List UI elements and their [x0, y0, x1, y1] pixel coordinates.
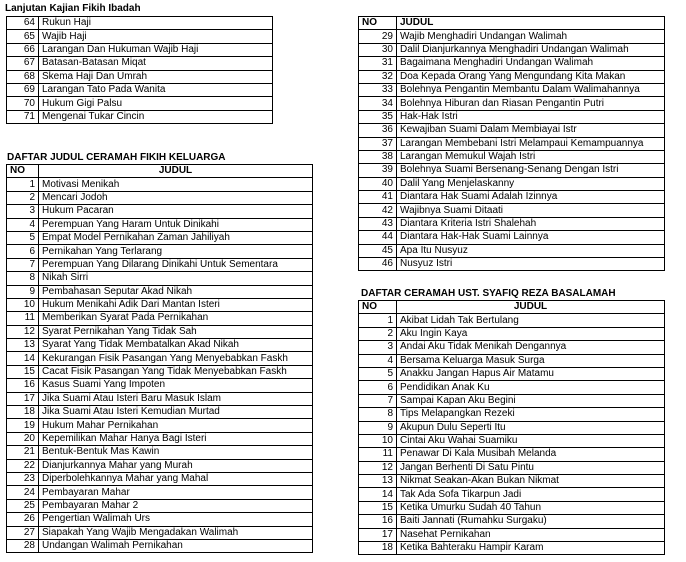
row-title: Jika Suami Atau Isteri Baru Masuk Islam [39, 392, 313, 405]
row-title: Ketika Umurku Sudah 40 Tahun [397, 501, 665, 514]
table-row [7, 191, 313, 204]
table-row [7, 539, 313, 552]
row-number: 65 [7, 30, 39, 43]
row-title: Anakku Jangan Hapus Air Matamu [397, 367, 665, 380]
row-title: Diperbolehkannya Mahar yang Mahal [39, 472, 313, 485]
table-row [359, 354, 665, 367]
row-number: 27 [7, 526, 39, 539]
row-title: Kekurangan Fisik Pasangan Yang Menyebabkan Faskh [39, 352, 313, 365]
row-number: 40 [359, 177, 397, 190]
row-number: 28 [7, 539, 39, 552]
table-row [7, 97, 273, 110]
row-number: 4 [359, 354, 397, 367]
table-row [7, 298, 313, 311]
row-title: Dalil Dianjurkannya Menghadiri Undangan Walimah [397, 43, 665, 56]
row-number: 9 [359, 421, 397, 434]
table-body [7, 178, 313, 553]
table-row [359, 421, 665, 434]
row-number: 16 [7, 379, 39, 392]
row-title: Nasehat Pernikahan [397, 528, 665, 541]
table-row [359, 448, 665, 461]
row-title: Perempuan Yang Dilarang Dinikahi Untuk Sementara [39, 258, 313, 271]
row-number: 2 [7, 191, 39, 204]
row-title: Mengenai Tukar Cincin [39, 110, 273, 123]
row-title: Dianjurkannya Mahar yang Murah [39, 459, 313, 472]
table-row [359, 164, 665, 177]
table-row [359, 30, 665, 43]
row-title: Wajib Haji [39, 30, 273, 43]
table-row [7, 513, 313, 526]
row-title: Bolehnya Pengantin Membantu Dalam Walimahannya [397, 83, 665, 96]
row-title: Kasus Suami Yang Impoten [39, 379, 313, 392]
row-title: Pembahasan Seputar Akad Nikah [39, 285, 313, 298]
row-number: 41 [359, 191, 397, 204]
row-title: Pengertian Walimah Urs [39, 513, 313, 526]
row-number: 35 [359, 110, 397, 123]
row-title: Aku Ingin Kaya [397, 327, 665, 340]
row-title: Empat Model Pernikahan Zaman Jahiliyah [39, 231, 313, 244]
row-title: Hak-Hak Istri [397, 110, 665, 123]
row-number: 8 [7, 272, 39, 285]
row-number: 1 [7, 178, 39, 191]
table-row [7, 486, 313, 499]
table-row [359, 70, 665, 83]
section-title-fikih-keluarga: DAFTAR JUDUL CERAMAH FIKIH KELUARGA [7, 152, 226, 163]
row-number: 12 [359, 461, 397, 474]
table-row [7, 419, 313, 432]
row-number: 29 [359, 30, 397, 43]
row-number: 44 [359, 231, 397, 244]
row-title: Penawar Di Kala Musibah Melanda [397, 448, 665, 461]
row-number: 11 [7, 312, 39, 325]
table-row [359, 341, 665, 354]
table-row [359, 515, 665, 528]
row-number: 64 [7, 17, 39, 30]
table-row [359, 367, 665, 380]
table-row [7, 379, 313, 392]
row-number: 21 [7, 446, 39, 459]
row-title: Jika Suami Atau Isteri Kemudian Murtad [39, 406, 313, 419]
table-row [359, 542, 665, 555]
row-title: Perempuan Yang Haram Untuk Dinikahi [39, 218, 313, 231]
table-row [7, 432, 313, 445]
table-row [7, 312, 313, 325]
row-number: 6 [7, 245, 39, 258]
table-row [359, 488, 665, 501]
table-row [359, 97, 665, 110]
row-number: 31 [359, 57, 397, 70]
row-number: 43 [359, 217, 397, 230]
table-ceramah-syafiq-reza [358, 300, 665, 555]
row-number: 24 [7, 486, 39, 499]
row-title: Hukum Gigi Palsu [39, 97, 273, 110]
table-row [359, 327, 665, 340]
row-number: 9 [7, 285, 39, 298]
row-number: 4 [7, 218, 39, 231]
table-row [359, 394, 665, 407]
row-number: 67 [7, 57, 39, 70]
table-row [7, 272, 313, 285]
table-row [359, 408, 665, 421]
table-row [359, 258, 665, 271]
row-number: 39 [359, 164, 397, 177]
row-number: 2 [359, 327, 397, 340]
row-number: 8 [359, 408, 397, 421]
table-header-row [359, 17, 665, 30]
row-title: Batasan-Batasan Miqat [39, 57, 273, 70]
row-number: 18 [359, 542, 397, 555]
row-title: Bolehnya Hiburan dan Riasan Pengantin Putri [397, 97, 665, 110]
table-row [7, 352, 313, 365]
table-row [7, 70, 273, 83]
table-row [359, 314, 665, 327]
row-title: Cintai Aku Wahai Suamiku [397, 434, 665, 447]
row-title: Tak Ada Sofa Tikarpun Jadi [397, 488, 665, 501]
row-title: Larangan Tato Pada Wanita [39, 83, 273, 96]
row-number: 20 [7, 432, 39, 445]
row-number: 16 [359, 515, 397, 528]
row-number: 70 [7, 97, 39, 110]
column-header-judul: JUDUL [39, 165, 313, 178]
table-row [7, 83, 273, 96]
row-title: Hukum Menikahi Adik Dari Mantan Isteri [39, 298, 313, 311]
row-number: 45 [359, 244, 397, 257]
table-row [7, 258, 313, 271]
table-row [7, 231, 313, 244]
row-title: Akibat Lidah Tak Bertulang [397, 314, 665, 327]
table-row [7, 499, 313, 512]
row-number: 42 [359, 204, 397, 217]
table-row [7, 446, 313, 459]
row-number: 15 [359, 501, 397, 514]
row-title: Andai Aku Tidak Menikah Dengannya [397, 341, 665, 354]
table-row [359, 475, 665, 488]
row-title: Cacat Fisik Pasangan Yang Tidak Menyebabkan Faskh [39, 365, 313, 378]
column-header-judul: JUDUL [397, 17, 665, 30]
table-fikih-ibadah [6, 16, 273, 124]
section-title-fikih-ibadah: Lanjutan Kajian Fikih Ibadah [5, 3, 141, 14]
row-title: Diantara Kriteria Istri Shalehah [397, 217, 665, 230]
row-number: 15 [7, 365, 39, 378]
table-row [359, 528, 665, 541]
column-header-no: NO [359, 17, 397, 30]
row-number: 10 [359, 434, 397, 447]
row-title: Undangan Walimah Pernikahan [39, 539, 313, 552]
row-number: 13 [7, 339, 39, 352]
row-title: Memberikan Syarat Pada Pernikahan [39, 312, 313, 325]
row-title: Doa Kepada Orang Yang Mengundang Kita Makan [397, 70, 665, 83]
row-title: Sampai Kapan Aku Begini [397, 394, 665, 407]
row-number: 14 [7, 352, 39, 365]
row-title: Pendidikan Anak Ku [397, 381, 665, 394]
table-row [7, 459, 313, 472]
row-title: Siapakah Yang Wajib Mengadakan Walimah [39, 526, 313, 539]
row-number: 32 [359, 70, 397, 83]
row-title: Apa Itu Nusyuz [397, 244, 665, 257]
table-row [359, 110, 665, 123]
row-number: 33 [359, 83, 397, 96]
row-title: Nikah Sirri [39, 272, 313, 285]
row-number: 7 [7, 258, 39, 271]
row-title: Pembayaran Mahar 2 [39, 499, 313, 512]
table-row [7, 285, 313, 298]
row-title: Diantara Hak Suami Adalah Izinnya [397, 191, 665, 204]
row-title: Larangan Dan Hukuman Wajib Haji [39, 43, 273, 56]
row-number: 22 [7, 459, 39, 472]
row-number: 71 [7, 110, 39, 123]
row-number: 23 [7, 472, 39, 485]
table-row [359, 217, 665, 230]
row-number: 13 [359, 475, 397, 488]
row-title: Akupun Dulu Seperti Itu [397, 421, 665, 434]
table-body [359, 30, 665, 271]
row-title: Pernikahan Yang Terlarang [39, 245, 313, 258]
row-number: 19 [7, 419, 39, 432]
table-row [359, 231, 665, 244]
row-number: 7 [359, 394, 397, 407]
row-title: Jangan Berhenti Di Satu Pintu [397, 461, 665, 474]
row-number: 3 [7, 205, 39, 218]
table-row [359, 434, 665, 447]
table-row [7, 406, 313, 419]
table-fikih-keluarga [6, 164, 313, 553]
table-row [359, 204, 665, 217]
row-title: Bersama Keluarga Masuk Surga [397, 354, 665, 367]
row-title: Syarat Yang Tidak Membatalkan Akad Nikah [39, 339, 313, 352]
table-row [7, 205, 313, 218]
row-title: Hukum Mahar Pernikahan [39, 419, 313, 432]
table-row [359, 83, 665, 96]
row-title: Bagaimana Menghadiri Undangan Walimah [397, 57, 665, 70]
row-title: Hukum Pacaran [39, 205, 313, 218]
row-title: Kepemilikan Mahar Hanya Bagi Isteri [39, 432, 313, 445]
row-title: Syarat Pernikahan Yang Tidak Sah [39, 325, 313, 338]
row-title: Mencari Jodoh [39, 191, 313, 204]
row-title: Diantara Hak-Hak Suami Lainnya [397, 231, 665, 244]
row-number: 14 [359, 488, 397, 501]
row-number: 36 [359, 124, 397, 137]
column-header-no: NO [7, 165, 39, 178]
table-row [359, 177, 665, 190]
table-row [7, 472, 313, 485]
column-header-no: NO [359, 301, 397, 314]
table-body [7, 17, 273, 124]
table-row [7, 178, 313, 191]
table-row [7, 392, 313, 405]
table-row [7, 218, 313, 231]
table-row [7, 57, 273, 70]
table-row [7, 526, 313, 539]
table-row [359, 57, 665, 70]
table-row [7, 43, 273, 56]
column-header-judul: JUDUL [397, 301, 665, 314]
table-row [359, 461, 665, 474]
row-number: 5 [7, 231, 39, 244]
row-title: Bolehnya Suami Bersenang-Senang Dengan Istri [397, 164, 665, 177]
row-number: 5 [359, 367, 397, 380]
table-fikih-keluarga-lanjutan [358, 16, 665, 271]
row-title: Larangan Memukul Wajah Istri [397, 150, 665, 163]
table-row [359, 381, 665, 394]
table-row [7, 325, 313, 338]
row-number: 18 [7, 406, 39, 419]
row-title: Larangan Membebani Istri Melampaui Kemampuannya [397, 137, 665, 150]
row-title: Pembayaran Mahar [39, 486, 313, 499]
row-title: Nusyuz Istri [397, 258, 665, 271]
row-title: Ketika Bahteraku Hampir Karam [397, 542, 665, 555]
row-number: 34 [359, 97, 397, 110]
row-title: Nikmat Seakan-Akan Bukan Nikmat [397, 475, 665, 488]
row-number: 25 [7, 499, 39, 512]
table-row [359, 137, 665, 150]
row-number: 46 [359, 258, 397, 271]
row-number: 1 [359, 314, 397, 327]
table-row [359, 191, 665, 204]
row-number: 37 [359, 137, 397, 150]
row-number: 68 [7, 70, 39, 83]
row-number: 38 [359, 150, 397, 163]
row-number: 69 [7, 83, 39, 96]
table-row [7, 110, 273, 123]
row-title: Skema Haji Dan Umrah [39, 70, 273, 83]
table-row [7, 245, 313, 258]
table-row [359, 150, 665, 163]
table-row [359, 124, 665, 137]
row-title: Motivasi Menikah [39, 178, 313, 191]
row-number: 11 [359, 448, 397, 461]
table-row [359, 501, 665, 514]
table-row [7, 365, 313, 378]
section-title-syafiq-reza: DAFTAR CERAMAH UST. SYAFIQ REZA BASALAMAH [361, 288, 616, 299]
table-row [359, 43, 665, 56]
table-row [7, 339, 313, 352]
row-title: Tips Melapangkan Rezeki [397, 408, 665, 421]
table-body [359, 314, 665, 555]
table-header-row [359, 301, 665, 314]
row-number: 30 [359, 43, 397, 56]
row-title: Kewajiban Suami Dalam Membiayai Istr [397, 124, 665, 137]
row-number: 26 [7, 513, 39, 526]
row-number: 10 [7, 298, 39, 311]
row-number: 6 [359, 381, 397, 394]
row-title: Wajibnya Suami Ditaati [397, 204, 665, 217]
row-title: Baiti Jannati (Rumahku Surgaku) [397, 515, 665, 528]
table-row [7, 30, 273, 43]
row-title: Dalil Yang Menjelaskanny [397, 177, 665, 190]
row-title: Wajib Menghadiri Undangan Walimah [397, 30, 665, 43]
row-number: 17 [7, 392, 39, 405]
row-number: 12 [7, 325, 39, 338]
row-number: 3 [359, 341, 397, 354]
table-row [7, 17, 273, 30]
table-header-row [7, 165, 313, 178]
row-number: 17 [359, 528, 397, 541]
table-row [359, 244, 665, 257]
row-number: 66 [7, 43, 39, 56]
row-title: Bentuk-Bentuk Mas Kawin [39, 446, 313, 459]
row-title: Rukun Haji [39, 17, 273, 30]
